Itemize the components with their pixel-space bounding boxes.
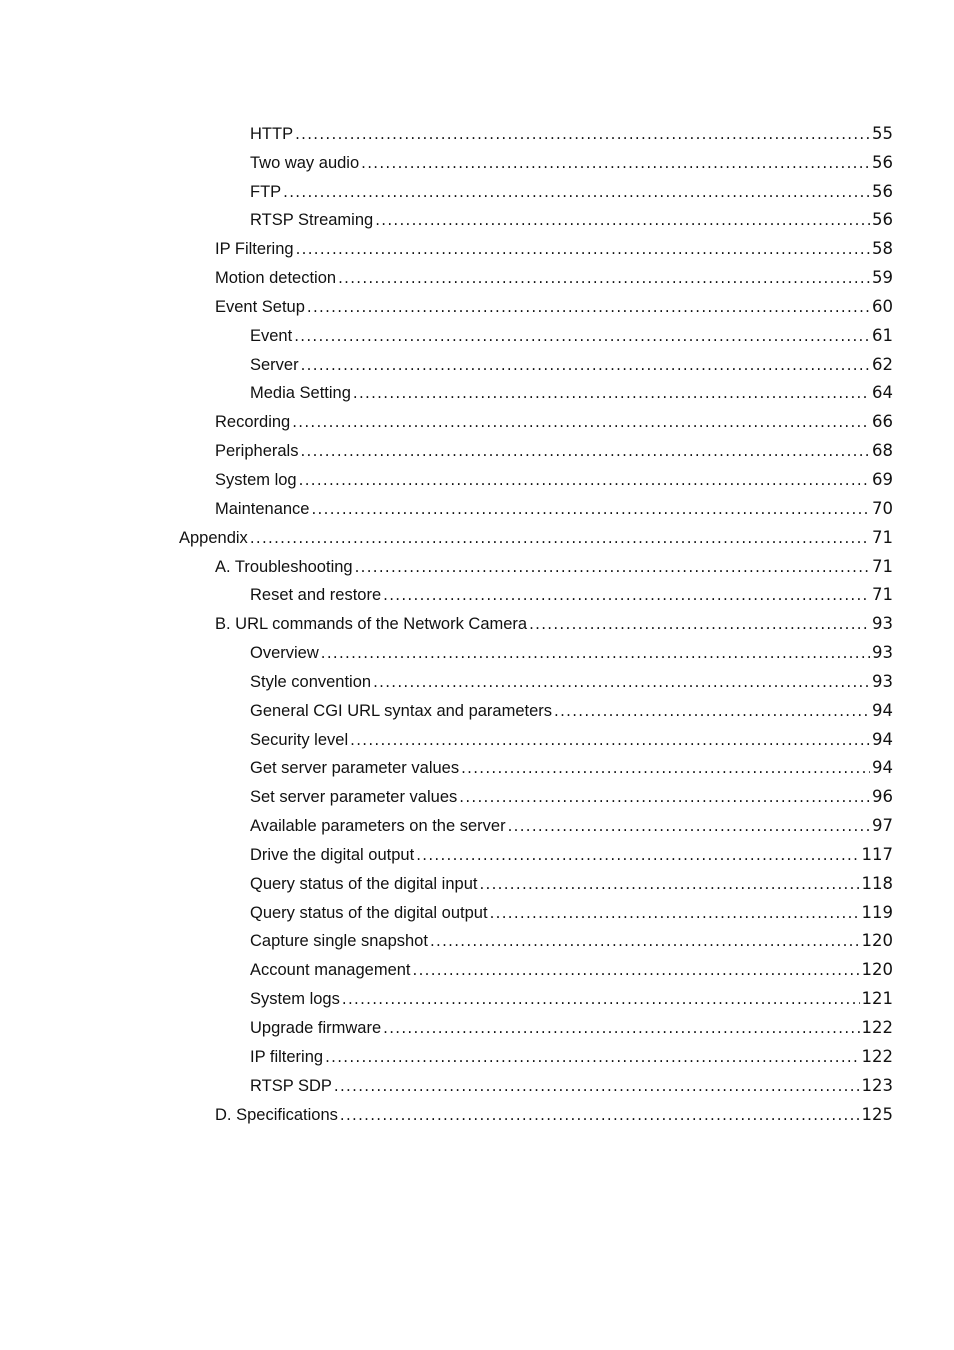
toc-entry-label: System log xyxy=(215,470,297,489)
dot-leader xyxy=(353,382,870,404)
toc-entry[interactable] xyxy=(0,174,954,203)
toc-page-number: 71 xyxy=(872,527,893,547)
toc-entry-label: B. URL commands of the Network Camera xyxy=(215,615,528,634)
toc-page-number: 71 xyxy=(872,585,893,605)
toc-page-number: 56 xyxy=(872,181,893,201)
dot-leader xyxy=(383,1017,859,1039)
toc-page-number: 59 xyxy=(872,268,893,288)
dot-leader xyxy=(355,556,870,578)
dot-leader xyxy=(295,123,870,145)
toc-entry[interactable] xyxy=(0,924,954,953)
toc-entry[interactable] xyxy=(0,866,954,895)
toc-page-number: 56 xyxy=(872,152,893,172)
dot-leader xyxy=(340,1104,860,1126)
toc-entry-label: RTSP Streaming xyxy=(250,211,374,230)
toc-page-number: 121 xyxy=(861,989,893,1009)
toc-entry-label: Capture single snapshot xyxy=(250,932,428,951)
toc-entry[interactable] xyxy=(0,808,954,837)
toc-page-number: 125 xyxy=(861,1104,893,1124)
table-of-contents xyxy=(0,116,954,1126)
toc-page-number: 58 xyxy=(872,239,893,259)
toc-entry-label: Recording xyxy=(215,413,291,432)
dot-leader xyxy=(342,988,860,1010)
toc-page-number: 118 xyxy=(861,873,893,893)
toc-page-number: 119 xyxy=(861,902,893,922)
toc-page-number: 61 xyxy=(872,325,893,345)
dot-leader xyxy=(283,181,870,203)
toc-page-number: 69 xyxy=(872,469,893,489)
toc-page-number: 93 xyxy=(872,614,893,634)
toc-entry-label: Media Setting xyxy=(250,384,351,403)
toc-entry[interactable] xyxy=(0,231,954,260)
toc-entry-label: Reset and restore xyxy=(250,586,382,605)
toc-entry[interactable] xyxy=(0,462,954,491)
toc-page-number: 93 xyxy=(872,671,893,691)
toc-entry[interactable] xyxy=(0,1097,954,1126)
toc-entry[interactable] xyxy=(0,952,954,981)
toc-entry[interactable] xyxy=(0,1010,954,1039)
toc-page-number: 64 xyxy=(872,383,893,403)
toc-entry[interactable] xyxy=(0,260,954,289)
toc-entry-label: System logs xyxy=(250,990,340,1009)
toc-entry[interactable] xyxy=(0,981,954,1010)
dot-leader xyxy=(311,498,870,520)
dot-leader xyxy=(416,844,859,866)
toc-entry[interactable] xyxy=(0,289,954,318)
toc-entry-label: Overview xyxy=(250,644,319,663)
toc-page-number: 120 xyxy=(861,960,893,980)
toc-entry-label: Available parameters on the server xyxy=(250,817,506,836)
toc-entry-label: IP filtering xyxy=(250,1047,324,1066)
toc-entry-label: Get server parameter values xyxy=(250,759,460,778)
toc-entry-label: Motion detection xyxy=(215,269,337,288)
toc-entry[interactable] xyxy=(0,145,954,174)
dot-leader xyxy=(338,267,870,289)
toc-entry[interactable] xyxy=(0,549,954,578)
dot-leader xyxy=(292,411,870,433)
toc-entry[interactable] xyxy=(0,433,954,462)
dot-leader xyxy=(294,325,870,347)
dot-leader xyxy=(529,613,870,635)
toc-entry[interactable] xyxy=(0,751,954,780)
toc-page-number: 97 xyxy=(872,816,893,836)
toc-entry[interactable] xyxy=(0,116,954,145)
dot-leader xyxy=(383,584,870,606)
dot-leader xyxy=(373,671,870,693)
toc-entry-label: General CGI URL syntax and parameters xyxy=(250,701,553,720)
dot-leader xyxy=(413,959,860,981)
toc-entry-label: HTTP xyxy=(250,124,294,143)
toc-page-number: 94 xyxy=(872,729,893,749)
dot-leader xyxy=(307,296,870,318)
toc-entry[interactable] xyxy=(0,376,954,405)
dot-leader xyxy=(490,902,860,924)
toc-entry[interactable] xyxy=(0,664,954,693)
toc-entry[interactable] xyxy=(0,347,954,376)
toc-entry-label: Query status of the digital output xyxy=(250,903,488,922)
dot-leader xyxy=(350,729,870,751)
toc-entry[interactable] xyxy=(0,895,954,924)
toc-page-number: 93 xyxy=(872,643,893,663)
toc-page-number: 70 xyxy=(872,498,893,518)
toc-page-number: 96 xyxy=(872,787,893,807)
toc-entry-label: IP Filtering xyxy=(215,240,294,259)
toc-entry[interactable] xyxy=(0,578,954,607)
toc-page-number: 122 xyxy=(861,1018,893,1037)
toc-entry[interactable] xyxy=(0,404,954,433)
toc-page-number: 60 xyxy=(872,296,893,316)
toc-page-number: 117 xyxy=(861,844,893,864)
toc-entry[interactable] xyxy=(0,520,954,549)
toc-page-number: 71 xyxy=(872,556,893,576)
toc-entry[interactable] xyxy=(0,837,954,866)
dot-leader xyxy=(321,642,870,664)
dot-leader xyxy=(461,757,870,779)
toc-entry-label: Peripherals xyxy=(215,442,299,461)
dot-leader xyxy=(459,786,870,808)
toc-entry[interactable] xyxy=(0,1039,954,1068)
toc-page-number: 62 xyxy=(872,354,893,374)
toc-entry[interactable] xyxy=(0,318,954,347)
toc-entry[interactable] xyxy=(0,779,954,808)
toc-entry-label: D. Specifications xyxy=(215,1105,338,1124)
toc-entry[interactable] xyxy=(0,606,954,635)
toc-page-number: 94 xyxy=(872,700,893,720)
dot-leader xyxy=(299,469,870,491)
toc-page-number: 66 xyxy=(872,412,893,432)
dot-leader xyxy=(554,700,870,722)
toc-page-number: 122 xyxy=(861,1046,893,1066)
dot-leader xyxy=(300,440,870,462)
toc-entry-label: Style convention xyxy=(250,672,372,691)
dot-leader xyxy=(479,873,859,895)
toc-page-number: 94 xyxy=(872,758,893,778)
toc-entry-label: Security level xyxy=(250,730,349,749)
dot-leader xyxy=(508,815,870,837)
toc-page-number: 120 xyxy=(861,931,893,951)
toc-page-number: 56 xyxy=(872,210,893,230)
toc-entry[interactable] xyxy=(0,635,954,664)
toc-entry-label: Upgrade firmware xyxy=(250,1019,382,1037)
dot-leader xyxy=(375,209,870,231)
dot-leader xyxy=(325,1046,859,1068)
toc-entry-label: Account management xyxy=(250,961,411,980)
toc-entry-label: RTSP SDP xyxy=(250,1076,332,1095)
toc-entry-label: Appendix xyxy=(179,528,248,547)
dot-leader xyxy=(430,930,860,952)
toc-entry[interactable] xyxy=(0,491,954,520)
toc-page-number: 123 xyxy=(861,1075,893,1095)
toc-entry-label: Server xyxy=(250,355,299,374)
toc-entry-label: Event xyxy=(250,326,293,345)
toc-entry-label: Maintenance xyxy=(215,499,310,518)
toc-entry[interactable] xyxy=(0,203,954,232)
dot-leader xyxy=(250,527,870,549)
toc-page-number: 68 xyxy=(872,441,893,461)
toc-entry-label: Event Setup xyxy=(215,297,305,316)
toc-entry-label: Set server parameter values xyxy=(250,788,458,807)
toc-entry[interactable] xyxy=(0,722,954,751)
dot-leader xyxy=(301,354,870,376)
toc-entry-label: Drive the digital output xyxy=(250,845,415,864)
dot-leader xyxy=(361,152,870,174)
dot-leader xyxy=(296,238,870,260)
dot-leader xyxy=(334,1075,860,1097)
toc-entry-label: Two way audio xyxy=(250,153,360,172)
toc-entry-label: Query status of the digital input xyxy=(250,874,478,893)
toc-page-number: 55 xyxy=(872,123,893,143)
toc-entry-label: A. Troubleshooting xyxy=(215,557,353,576)
toc-entry[interactable] xyxy=(0,693,954,722)
toc-entry-label: FTP xyxy=(250,182,282,201)
toc-entry[interactable] xyxy=(0,1068,954,1097)
